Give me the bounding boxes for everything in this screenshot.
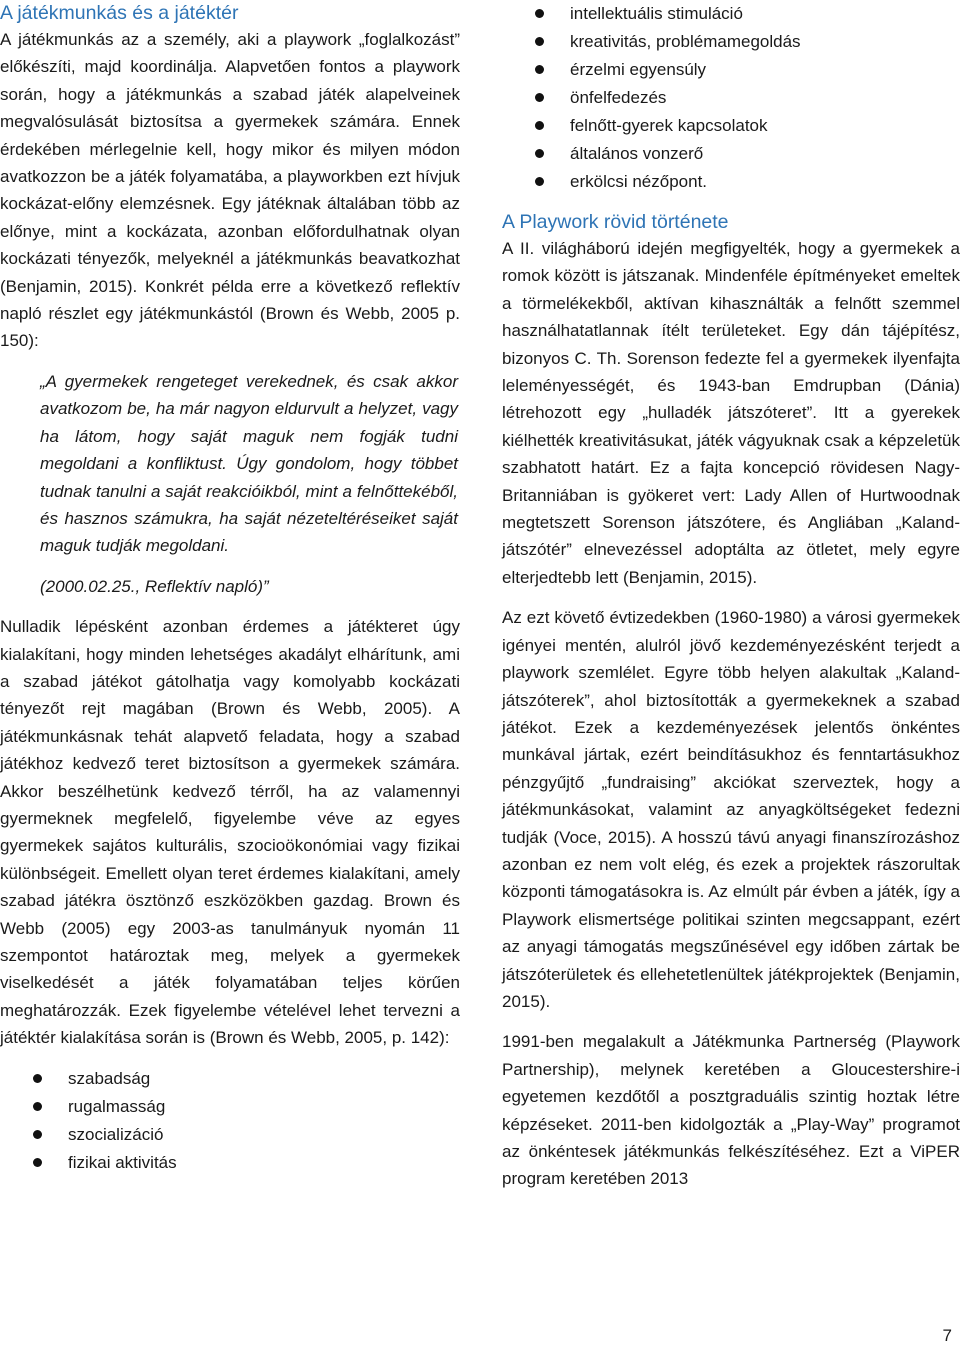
criteria-list-right: [502, 0, 960, 196]
bullet-icon: [33, 1102, 42, 1111]
list-item: szocializáció: [0, 1121, 460, 1149]
list-item: kreativitás, problémamegoldás: [502, 28, 960, 56]
bullet-icon: [535, 149, 544, 158]
bullet-icon: [535, 93, 544, 102]
bullet-icon: [535, 9, 544, 18]
paragraph-history-origins: A II. világháború idején megfigyelték, hogy a gyermekek a romok között is játszanak. Mindenféle építményeket emeltek a törmelékekből, aktívan kihasználták a felnőtt szemmel használhatatlannak ítélt területeket. Egy dán tájépítész, bizonyos C. Th. Sorenson fedezte fel a gyermekek ilyenfajta leleményességét, és 1943-ban Emdrupban (Dánia) létrehozott egy „hulladék játszóteret”. Itt a gyerekek kiélhették kreativitásukat, játék vágyuknak csak a képzeletük szabhatott határt. Ez a fajta koncepció rövidesen Nagy-Britanniában is gyökeret vert: Lady Allen of Hurtwoodnak megtetszett Sorenson játszótere, és Angliában „Kaland-játszótér” elnevezéssel adoptálta az ötletet, mely egyre elterjedtebb lett (Benjamin, 2015).: [502, 239, 960, 587]
list-item: fizikai aktivitás: [0, 1149, 460, 1177]
list-item: általános vonzerő: [502, 140, 960, 168]
paragraph-history-decades: Az ezt követő évtizedekben (1960-1980) a városi gyermekek igényei mentén, alulról jövő kezdeményezésként terjedt a playwork szemlélet. Egyre több helyen alakultak „Kaland-játszóterek”, ahol biztosították a gyermekeknek a szabad játékot. Ezek a kezdeményezések jelentős önkéntes munkával jártak, ezért beindításukhoz és fenntartásukhoz pénzgyűjtő „fundraising” akciókat szerveztek, hogy a játékmunkásokat, valamint az anyagköltségeket fedezni tudják (Voce, 2015). A hosszú távú anyagi finanszírozáshoz azonban ez nem volt elég, és ezek a projektek rászorultak központi támogatásokra is. Az elmúlt pár évben a játék, így a Playwork elismertsége politikai szinten megcsappant, ezért az anyagi támogatás megszűnésével egy időben zártak be játszóterületek és ellehetetlenültek játékprojektek (Benjamin, 2015).: [502, 608, 960, 1011]
paragraph-play-space: Nulladik lépésként azonban érdemes a játékteret úgy kialakítani, hogy minden lehetséges akadályt elhárítunk, ami a szabad játékot gátolhatja vagy komolyabb kockázati tényezőt rejt magában (Brown és Webb, 2005). A játékmunkásnak tehát alapvető feladata, hogy a szabad játékhoz kedvező teret biztosítson a gyermekek számára. Akkor beszélhetünk kedvező térről, ha az valamennyi gyermeknek megfelelő, figyelembe véve az egyes gyermekek sajátos kulturális, szocioökonómiai vagy fizikai különbségeit. Emellett olyan teret érdemes kialakítani, amely szabad játékra ösztönző eszközökben gazdag. Brown és Webb (2005) egy 2003-as tanulmányuk nyomán 11 szempontot határoztak meg, melyek a gyermekek viselkedését a játék folyamatában teljes körűen meghatározzák. Ezek figyelembe vételével lehet tervezni a játéktér kialakítása során is (Brown és Webb, 2005, p. 142):: [0, 617, 460, 1048]
paragraph-history-partnership: 1991-ben megalakult a Játékmunka Partnerség (Playwork Partnership), melynek keretében a Gloucestershire-i egyetemen kezdőtől a posztgraduális szintig hoztak létre képzéseket. 2011-ben kidolgozták a „Play-Way” programot az önkéntesek játékmunkás felkészítéséhez. Ezt a ViPER program keretében 2013: [502, 1032, 960, 1189]
list-item: szabadság: [0, 1065, 460, 1093]
bullet-icon: [33, 1158, 42, 1167]
bullet-icon: [535, 177, 544, 186]
left-column: [0, 0, 460, 1177]
paragraph-playworker-intro: A játékmunkás az a személy, aki a playwork „foglalkozást” előkészíti, majd koordinálja. Alapvetően fontos a playwork során, hogy a játékmunkás a szabad játék alapelveinek megvalósulását biztosítsa a gyermekek számára. Ennek érdekében mérlegelnie kell, hogy mikor és milyen módon avatkozzon be a játék folyamatába, a playworkben ezt hívjuk kockázat-előny elemzésnek. Egy játéknak általában több az előnye, mint a kockázata, azonban előfordulhatnak olyan kockázati tényezők, melyeknél a játékmunkás beavatkozhat (Benjamin, 2015). Konkrét példa erre a következő reflektív napló részlet egy játékmunkástól (Brown és Webb, 2005 p. 150):: [0, 30, 460, 351]
list-item: intellektuális stimuláció: [502, 0, 960, 28]
bullet-icon: [535, 65, 544, 74]
right-column: [502, 0, 960, 1193]
bullet-icon: [535, 121, 544, 130]
quote-reference: (2000.02.25., Reflektív napló)”: [40, 576, 269, 596]
section-heading-history: A Playwork rövid története: [502, 211, 729, 233]
list-item: felnőtt-gyerek kapcsolatok: [502, 112, 960, 140]
quote-text: „A gyermekek rengeteget verekednek, és csak akkor avatkozom be, ha már nagyon eldurvult a helyzet, vagy ha látom, hogy saját maguk nem fogják tudni megoldani a konfliktust. Úgy gondolom, hogy többet tudnak tanulni a saját reakcióikból, mint a felnőttekéből, és hasznos számukra, ha saját nézeteltéréseiket saját maguk tudják megoldani.: [40, 371, 458, 556]
criteria-list-left: [0, 1065, 460, 1177]
bullet-icon: [535, 37, 544, 46]
reflective-journal-quote: [40, 368, 458, 600]
bullet-icon: [33, 1130, 42, 1139]
list-item: érzelmi egyensúly: [502, 56, 960, 84]
list-item: rugalmasság: [0, 1093, 460, 1121]
section-heading-playworker: A játékmunkás és a játéktér: [0, 2, 239, 24]
page-number: 7: [942, 1326, 952, 1345]
list-item: önfelfedezés: [502, 84, 960, 112]
list-item: erkölcsi nézőpont.: [502, 168, 960, 196]
bullet-icon: [33, 1074, 42, 1083]
